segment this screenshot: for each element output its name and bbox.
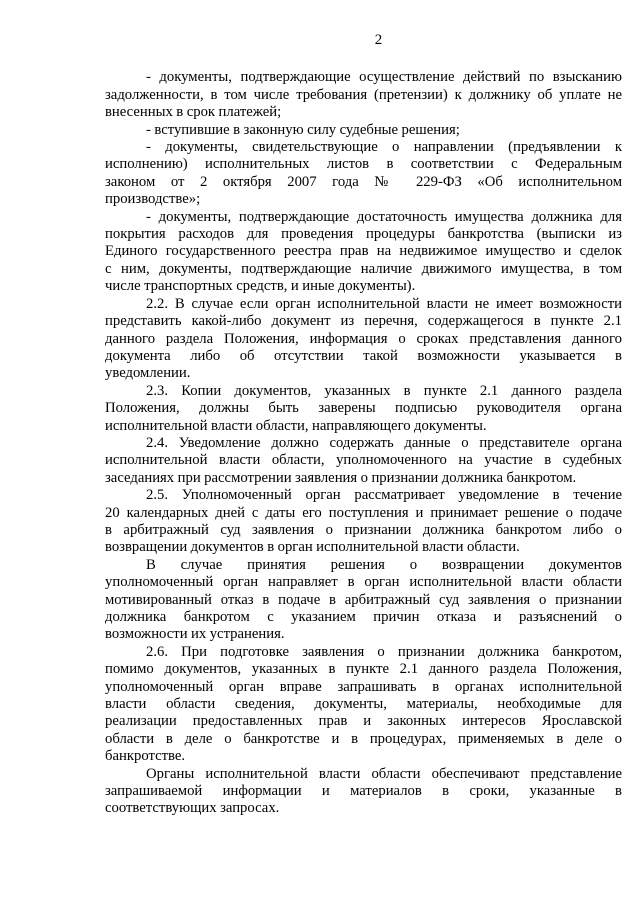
- text-line: 2.6. При подготовке заявления о признании должника банкротом,: [146, 643, 622, 660]
- text-line: 2.3. Копии документов, указанных в пункте 2.1 данного раздела: [146, 382, 622, 399]
- text-line: уполномоченный орган вправе запрашивать в органах исполнительной: [105, 678, 622, 695]
- text-line: 20 календарных дней с даты его поступления и принимает решение о подаче: [105, 504, 622, 521]
- text-line: - документы, свидетельствующие о направлении (предъявлении к: [146, 139, 622, 156]
- text-line: 2.5. Уполномоченный орган рассматривает уведомление в течение: [146, 487, 622, 504]
- text-line: В случае принятия решения о возвращении документов: [146, 556, 622, 573]
- text-line: запрашиваемой информации и материалов в сроки, указанные в: [105, 783, 622, 800]
- text-line: с ним, документы, подтверждающие наличие движимого имущества, в том: [105, 260, 622, 277]
- text-line: исполнительной власти области, уполномоченного на участие в судебных: [105, 452, 622, 469]
- text-line: исполнительной власти области, направляющего документы.: [105, 417, 487, 434]
- text-line: Положения, должны быть заверены подписью руководителя органа: [105, 400, 622, 417]
- text-line: возможности их устранения.: [105, 626, 285, 643]
- text-line: возвращении документов в орган исполнительной власти области.: [105, 539, 520, 556]
- text-line: - документы, подтверждающие достаточность имущества должника для: [146, 208, 622, 225]
- page-number: 2: [374, 32, 383, 48]
- text-line: производстве»;: [105, 191, 201, 208]
- text-line: соответствующих запросах.: [105, 800, 280, 817]
- text-line: документа либо об отсутствии такой возможности указывается в: [105, 347, 622, 364]
- text-line: уполномоченный орган направляет в орган исполнительной власти области: [105, 574, 622, 591]
- text-line: числе транспортных средств, и иные документы).: [105, 278, 416, 295]
- text-line: внесенных в срок платежей;: [105, 104, 282, 121]
- paragraph: [105, 296, 622, 383]
- paragraph: [105, 766, 622, 818]
- paragraph: [105, 487, 622, 557]
- text-line: законом от 2 октября 2007 года № 229-ФЗ «Об исполнительном: [105, 173, 622, 190]
- document-body: [105, 69, 622, 817]
- paragraph: [105, 383, 622, 435]
- text-line: - вступившие в законную силу судебные решения;: [146, 121, 460, 138]
- text-line: уведомлении.: [105, 365, 191, 382]
- text-line: - документы, подтверждающие осуществление действий по взысканию: [146, 69, 622, 86]
- paragraph: [105, 69, 622, 121]
- text-line: исполнению) исполнительных листов в соответствии с Федеральным: [105, 156, 622, 173]
- text-line: заседаниях при рассмотрении заявления о признании должника банкротом.: [105, 469, 577, 486]
- text-line: области в деле о банкротстве и в процедурах, применяемых в деле о: [105, 730, 622, 747]
- text-line: реализации предоставленных прав и законных интересов Ярославской: [105, 713, 622, 730]
- paragraph: [105, 557, 622, 644]
- paragraph: [105, 644, 622, 766]
- paragraph: [105, 435, 622, 487]
- paragraph: [105, 209, 622, 296]
- text-line: власти области сведения, документы, материалы, необходимые для: [105, 696, 622, 713]
- paragraph: [105, 139, 622, 209]
- paragraph: [105, 122, 622, 139]
- text-line: должника банкротом с указанием причин отказа и разъяснений о: [105, 609, 622, 625]
- text-line: данного раздела Положения, информация о сроках представления данного: [105, 330, 622, 347]
- text-line: помимо документов, указанных в пункте 2.1 данного раздела Положения,: [105, 661, 622, 678]
- text-line: задолженности, в том числе требования (претензии) к должнику об уплате не: [105, 86, 622, 103]
- text-line: 2.2. В случае если орган исполнительной власти не имеет возможности: [146, 295, 622, 312]
- text-line: 2.4. Уведомление должно содержать данные о представителе органа: [146, 434, 622, 451]
- text-line: мотивированный отказ в подаче в арбитражный суд заявления о признании: [105, 591, 622, 608]
- text-line: Органы исполнительной власти области обеспечивают представление: [146, 765, 622, 782]
- text-line: представить какой-либо документ из перечня, содержащегося в пункте 2.1: [105, 313, 622, 330]
- text-line: Единого государственного реестра прав на недвижимое имущество и сделок: [105, 243, 622, 260]
- text-line: в арбитражный суд заявления о признании должника банкротом либо о: [105, 521, 622, 538]
- text-line: банкротстве.: [105, 748, 186, 765]
- text-line: покрытия расходов для проведения процедуры банкротства (выписки из: [105, 226, 622, 243]
